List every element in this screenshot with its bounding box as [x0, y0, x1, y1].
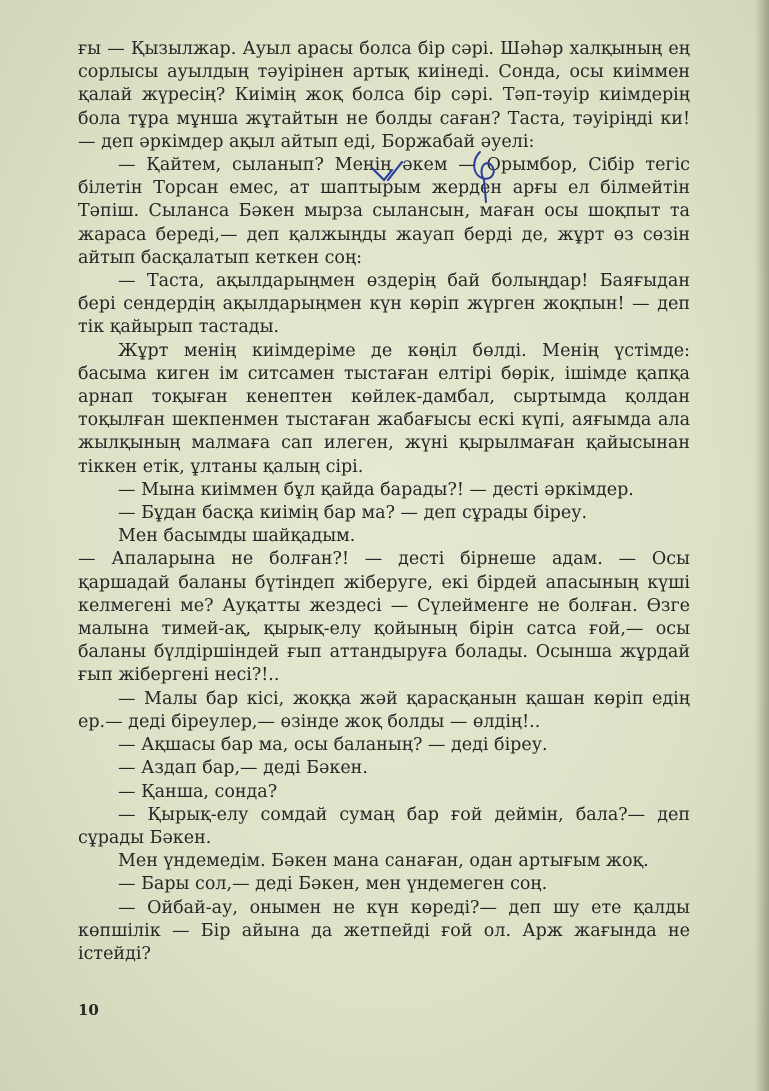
- paragraph: — Таста, ақылдарыңмен өздерің бай болыңдар! Баяғыдан бері сендердің ақылдарыңмен күн көріп жүрген жоқпын! — деп тік қайырып тастады.: [78, 271, 690, 338]
- paragraph: — Мына киіммен бұл қайда барады?! — десті әркімдер.: [118, 479, 634, 500]
- paragraph: — Ойбай-ау, онымен не күн көреді?— деп шу ете қалды көпшілік — Бір айына да жетпейді ғой ол. Арж жағында не істейді?: [78, 897, 690, 964]
- paragraph: Жұрт менің киімдеріме де көңіл бөлді. Менің үстімде: басыма киген ім ситсамен тыстаған елтірі бөрік, ішімде қапқа арнап тоқыған кенептен көйлек-дамбал, сыртымда қолдан тоқылған шекпенмен тыстаған жабағысы ескі күпі, аяғымда ала жылқының малмаға сап илеген, жүні қырылмаған қайысынан тіккен етік, ұлтаны қалың сірі.: [78, 340, 690, 477]
- paragraph: — Бұдан басқа киімің бар ма? — деп сұрады біреу.: [118, 503, 588, 524]
- paragraph: — Қайтем, сыланып? Менің әкем — Орымбор, Сібір тегіс білетін Торсан емес, ат шаптырым жерден арғы ел білмейтін Тәпіш. Сыланса Бәкен мырза сылансын, маған осы шоқпыт та жараса береді,— деп қалжыңды жауап берді де, жұрт өз сөзін айтып басқалатып кеткен соң:: [78, 155, 690, 268]
- paragraph: — Қырық-елу сомдай сумаң бар ғой деймін, бала?— деп сұрады Бәкен.: [78, 804, 690, 848]
- paragraph: Мен үндемедім. Бәкен мана санаған, одан артығым жоқ.: [118, 851, 649, 872]
- paragraph: — Апаларына не болған?! — десті бірнеше адам. — Осы қаршадай баланы бүтіндеп жіберуге, екі бірдей апасының күші келмегені ме? Ауқатты жездесі — Сүлейменге не болған. Өзге малына тимей-ақ, қырық-елу қойының бірін сатса ғой,— осы баланы бүлдіршіндей ғып аттандыруға болады. Осынша жұрдай ғып жібергені несі?!..: [78, 549, 690, 686]
- page-edge-shadow: [755, 0, 769, 1091]
- paragraph: — Аздап бар,— деді Бәкен.: [118, 758, 368, 779]
- page-number: 10: [78, 1001, 99, 1019]
- page-text: [78, 38, 690, 966]
- paragraph: ғы — Қызылжар. Ауыл арасы болса бір сәрі. Шәһәр халқының ең сорлысы ауылдың тәуірінен артық киінеді. Сонда, осы киіммен қалай жүресің? Киімің жоқ болса бір сәрі. Тәп-тәуір киімдерің бола тұра мұнша жұтайтын не болды саған? Таста, тәуіріңді ки! — деп әркімдер ақыл айтып еді, Боржабай әуелі:: [78, 39, 690, 152]
- paragraph: — Қанша, сонда?: [118, 781, 278, 802]
- paragraph: — Малы бар кісі, жоққа жәй қарасқанын қашан көріп едің ер.— деді біреулер,— өзінде жоқ болды — өлдің!..: [78, 688, 690, 732]
- paragraph: — Ақшасы бар ма, осы баланың? — деді біреу.: [118, 735, 548, 756]
- paragraph: — Бары сол,— деді Бәкен, мен үндемеген соң.: [118, 874, 548, 895]
- paragraph: Мен басымды шайқадым.: [118, 526, 356, 547]
